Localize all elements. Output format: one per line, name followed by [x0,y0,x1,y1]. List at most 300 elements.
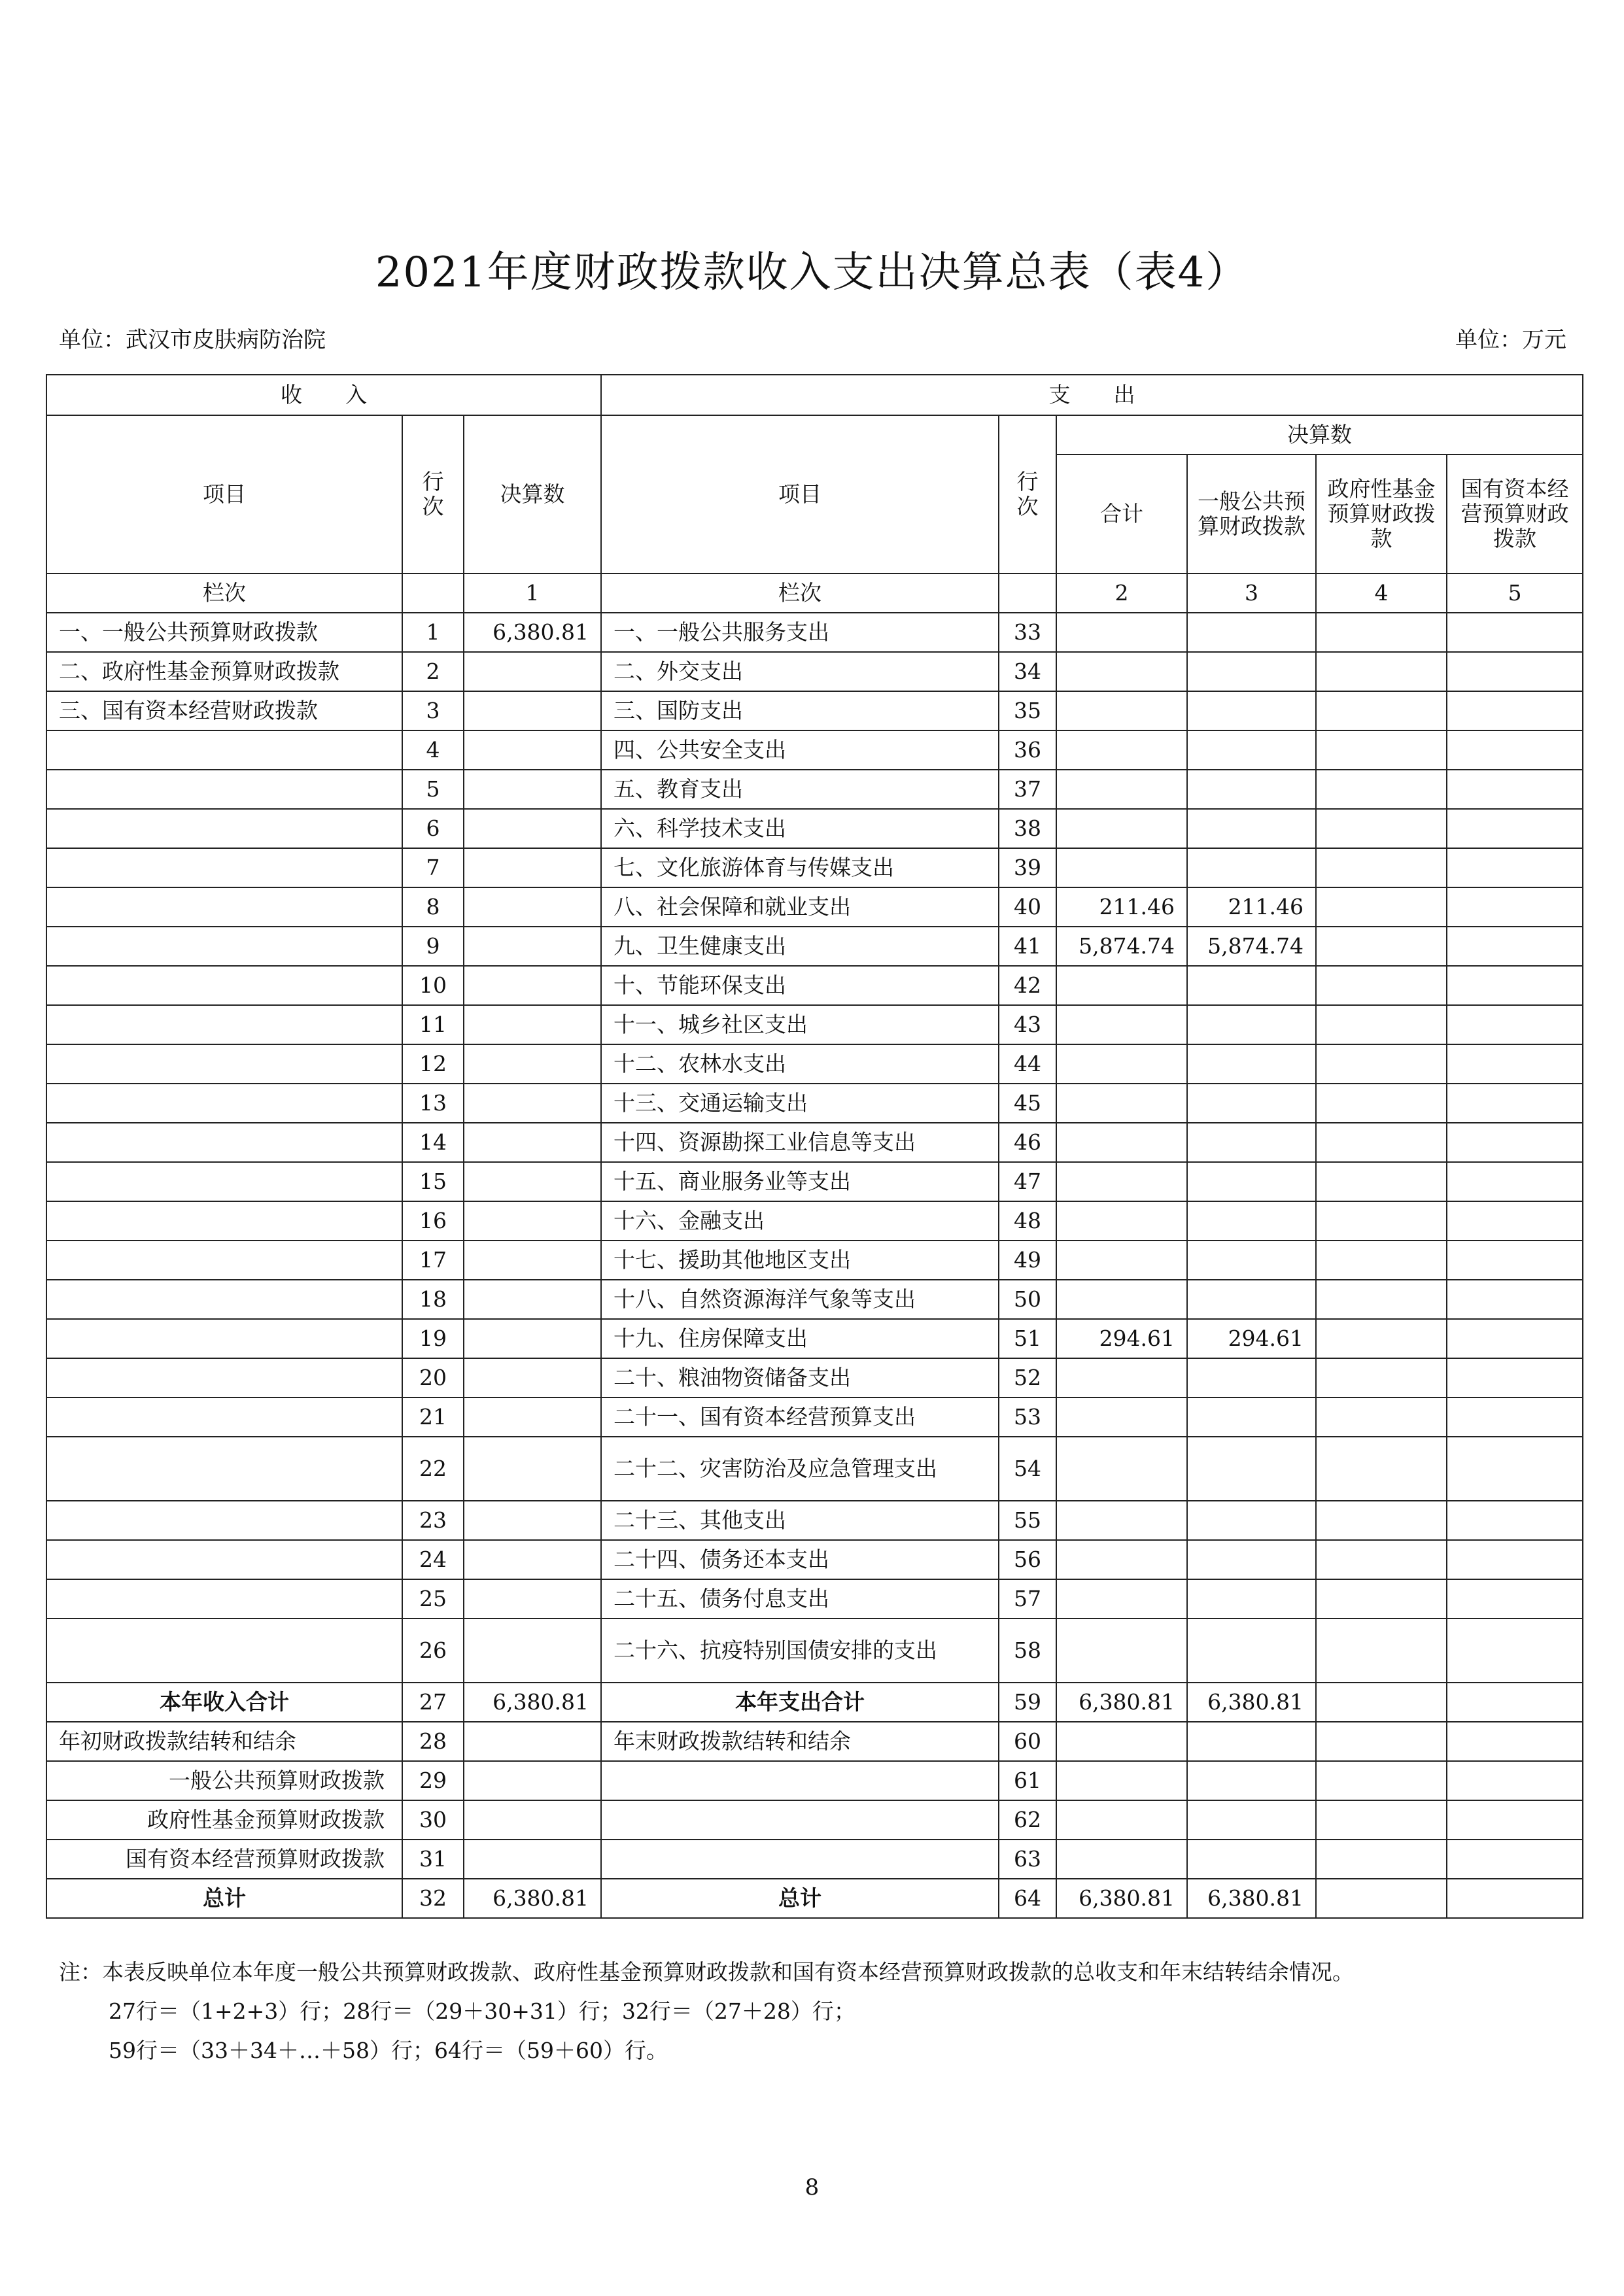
expense-general-public [1187,613,1316,652]
expense-item-header: 项目 [601,415,999,574]
income-amount [464,770,601,809]
income-row-no: 21 [402,1397,464,1437]
expense-total: 294.61 [1056,1319,1187,1358]
expense-item: 十五、商业服务业等支出 [601,1162,999,1201]
table-row [46,1280,1583,1319]
table-row [46,1241,1583,1280]
expense-total [1056,1579,1187,1619]
income-row-no: 6 [402,809,464,848]
income-amount [464,1579,601,1619]
expense-total [1056,1123,1187,1162]
expense-item: 十三、交通运输支出 [601,1084,999,1123]
expense-gov-fund [1316,1683,1447,1722]
expense-general-public [1187,1501,1316,1540]
expense-general-public [1187,1722,1316,1761]
income-amount [464,1123,601,1162]
expense-item: 总计 [601,1879,999,1918]
expense-gov-fund [1316,809,1447,848]
income-amount [464,1540,601,1579]
expense-item: 十一、城乡社区支出 [601,1005,999,1044]
expense-row-no: 61 [999,1761,1056,1800]
income-item: 国有资本经营预算财政拨款 [46,1840,402,1879]
expense-general-public [1187,848,1316,887]
expense-gov-fund [1316,691,1447,730]
income-item [46,770,402,809]
expense-item: 六、科学技术支出 [601,809,999,848]
expense-state-capital [1447,1044,1583,1084]
note-line-1: 注：本表反映单位本年度一般公共预算财政拨款、政府性基金预算财政拨款和国有资本经营预算财政拨款的总收支和年末结转结余情况。 [59,1959,1354,1985]
expense-item: 二十、粮油物资储备支出 [601,1358,999,1397]
expense-state-capital [1447,770,1583,809]
expense-item: 十九、住房保障支出 [601,1319,999,1358]
currency-unit: 单位：万元 [1455,327,1566,353]
income-row-no: 30 [402,1800,464,1840]
expense-item: 二十二、灾害防治及应急管理支出 [601,1437,999,1501]
note-line-3: 59行＝（33＋34＋…＋58）行；64行＝（59＋60）行。 [109,2038,668,2063]
expense-general-public [1187,770,1316,809]
income-row-no: 27 [402,1683,464,1722]
expense-general-public [1187,1397,1316,1437]
expense-state-capital [1447,1437,1583,1501]
expense-row-no: 48 [999,1201,1056,1241]
table-row [46,652,1583,691]
state-capital-column-header: 国有资本经营预算财政拨款 [1447,454,1583,574]
expense-general-public [1187,652,1316,691]
expense-row-no: 58 [999,1619,1056,1683]
expense-row-no: 55 [999,1501,1056,1540]
income-item [46,730,402,770]
income-amount: 6,380.81 [464,613,601,652]
income-item: 本年收入合计 [46,1683,402,1722]
expense-gov-fund [1316,1437,1447,1501]
income-item: 总计 [46,1879,402,1918]
expense-gov-fund [1316,1800,1447,1840]
expense-item: 二十四、债务还本支出 [601,1540,999,1579]
income-item [46,1619,402,1683]
income-amount [464,1761,601,1800]
income-item [46,1005,402,1044]
expense-item: 本年支出合计 [601,1683,999,1722]
expense-state-capital [1447,1840,1583,1879]
expense-row-no: 56 [999,1540,1056,1579]
expense-gov-fund [1316,966,1447,1005]
income-item [46,887,402,927]
expense-state-capital [1447,1579,1583,1619]
expense-gov-fund [1316,1201,1447,1241]
expense-row-no: 49 [999,1241,1056,1280]
expense-row-no: 50 [999,1280,1056,1319]
income-item [46,1579,402,1619]
expense-total [1056,966,1187,1005]
expense-gov-fund [1316,1879,1447,1918]
expense-total: 6,380.81 [1056,1879,1187,1918]
expense-amount-header: 决算数 [1056,415,1583,454]
income-item [46,1123,402,1162]
income-row-no: 3 [402,691,464,730]
income-row-no: 5 [402,770,464,809]
expense-row-no: 64 [999,1879,1056,1918]
expense-general-public: 294.61 [1187,1319,1316,1358]
expense-general-public [1187,1619,1316,1683]
expense-row-no: 47 [999,1162,1056,1201]
expense-item: 十四、资源勘探工业信息等支出 [601,1123,999,1162]
expense-total [1056,1800,1187,1840]
expense-row-no: 34 [999,652,1056,691]
expense-state-capital [1447,1540,1583,1579]
expense-state-capital [1447,966,1583,1005]
income-amount [464,1005,601,1044]
expense-general-public [1187,691,1316,730]
column-no-blank [402,574,464,613]
income-row-no: 16 [402,1201,464,1241]
expense-state-capital [1447,848,1583,887]
expense-general-public [1187,1437,1316,1501]
expense-state-capital [1447,652,1583,691]
expense-general-public [1187,730,1316,770]
expense-total [1056,613,1187,652]
income-item [46,1084,402,1123]
expense-gov-fund [1316,1722,1447,1761]
expense-row-no: 62 [999,1800,1056,1840]
expense-total [1056,1722,1187,1761]
income-amount-header: 决算数 [464,415,601,574]
income-item [46,1501,402,1540]
income-row-no: 31 [402,1840,464,1879]
expense-row-no: 54 [999,1437,1056,1501]
table-row [46,1761,1583,1800]
income-item [46,1319,402,1358]
income-amount [464,1397,601,1437]
gov-fund-column-header: 政府性基金预算财政拨款 [1316,454,1447,574]
expense-total: 5,874.74 [1056,927,1187,966]
expense-row-no: 45 [999,1084,1056,1123]
income-amount [464,652,601,691]
expense-general-public [1187,1540,1316,1579]
expense-item: 八、社会保障和就业支出 [601,887,999,927]
expense-general-public [1187,1005,1316,1044]
expense-row-no: 53 [999,1397,1056,1437]
expense-general-public [1187,1840,1316,1879]
expense-state-capital [1447,1501,1583,1540]
income-item [46,809,402,848]
expense-item: 三、国防支出 [601,691,999,730]
income-row-no: 17 [402,1241,464,1280]
table-row [46,1722,1583,1761]
expense-general-public: 211.46 [1187,887,1316,927]
table-row [46,1162,1583,1201]
table-row [46,809,1583,848]
table-row [46,1084,1583,1123]
expense-item: 十六、金融支出 [601,1201,999,1241]
income-row-no: 22 [402,1437,464,1501]
income-row-no-header: 行次 [402,415,464,574]
expense-general-public [1187,809,1316,848]
expense-state-capital [1447,887,1583,927]
expense-gov-fund [1316,1761,1447,1800]
expense-gov-fund [1316,1005,1447,1044]
income-amount [464,1319,601,1358]
income-item [46,848,402,887]
income-amount [464,887,601,927]
table-row [46,1201,1583,1241]
expense-gov-fund [1316,1540,1447,1579]
income-amount [464,1722,601,1761]
column-no-blank [999,574,1056,613]
expense-total [1056,1084,1187,1123]
expense-state-capital [1447,1280,1583,1319]
income-item [46,1540,402,1579]
expense-gov-fund [1316,1241,1447,1280]
table-row [46,1397,1583,1437]
expense-row-no: 39 [999,848,1056,887]
expense-state-capital [1447,730,1583,770]
column-no-2: 2 [1056,574,1187,613]
income-amount [464,848,601,887]
income-row-no: 7 [402,848,464,887]
expense-row-no: 40 [999,887,1056,927]
income-amount [464,1437,601,1501]
expense-state-capital [1447,1162,1583,1201]
expense-total [1056,1280,1187,1319]
income-item: 二、政府性基金预算财政拨款 [46,652,402,691]
column-no-label: 栏次 [46,574,402,613]
expense-total [1056,1044,1187,1084]
expense-row-no: 44 [999,1044,1056,1084]
expense-state-capital [1447,927,1583,966]
income-row-no: 12 [402,1044,464,1084]
expense-state-capital [1447,1683,1583,1722]
page-title: 2021年度财政拨款收入支出决算总表（表4） [375,248,1249,297]
income-amount [464,1619,601,1683]
table-row [46,1005,1583,1044]
expense-total [1056,770,1187,809]
page-number: 8 [804,2174,820,2201]
expense-row-no-header: 行次 [999,415,1056,574]
expense-general-public [1187,1800,1316,1840]
table-row [46,613,1583,652]
income-row-no: 9 [402,927,464,966]
income-amount [464,1280,601,1319]
expense-item: 二十一、国有资本经营预算支出 [601,1397,999,1437]
income-item: 三、国有资本经营财政拨款 [46,691,402,730]
income-header: 收 入 [46,375,601,415]
expense-header: 支 出 [601,375,1583,415]
expense-item: 二、外交支出 [601,652,999,691]
income-row-no: 29 [402,1761,464,1800]
expense-row-no: 43 [999,1005,1056,1044]
expense-gov-fund [1316,927,1447,966]
income-row-no: 15 [402,1162,464,1201]
income-amount [464,927,601,966]
column-no-3: 3 [1187,574,1316,613]
income-row-no: 10 [402,966,464,1005]
income-amount: 6,380.81 [464,1683,601,1722]
income-row-no: 20 [402,1358,464,1397]
expense-general-public [1187,966,1316,1005]
expense-total: 6,380.81 [1056,1683,1187,1722]
expense-item: 二十三、其他支出 [601,1501,999,1540]
expense-row-no: 42 [999,966,1056,1005]
expense-item: 十、节能环保支出 [601,966,999,1005]
income-row-no: 2 [402,652,464,691]
table-row [46,1579,1583,1619]
income-row-no: 25 [402,1579,464,1619]
expense-gov-fund [1316,1162,1447,1201]
income-item [46,1201,402,1241]
note-line-2: 27行＝（1+2+3）行；28行＝（29＋30+31）行；32行＝（27＋28）行； [109,1998,855,2024]
expense-general-public [1187,1084,1316,1123]
income-row-no: 1 [402,613,464,652]
table-row [46,770,1583,809]
expense-row-no: 57 [999,1579,1056,1619]
expense-row-no: 59 [999,1683,1056,1722]
income-row-no: 23 [402,1501,464,1540]
expense-gov-fund [1316,1358,1447,1397]
income-row-no: 19 [402,1319,464,1358]
expense-general-public [1187,1162,1316,1201]
expense-general-public [1187,1123,1316,1162]
general-public-column-header: 一般公共预算财政拨款 [1187,454,1316,574]
expense-total [1056,1162,1187,1201]
table-row [46,887,1583,927]
income-amount [464,1800,601,1840]
expense-total [1056,1761,1187,1800]
table-row [46,1358,1583,1397]
table-row [46,1683,1583,1722]
expense-state-capital [1447,809,1583,848]
unit-name: 单位：武汉市皮肤病防治院 [59,327,326,353]
expense-item: 二十六、抗疫特别国债安排的支出 [601,1619,999,1683]
expense-row-no: 63 [999,1840,1056,1879]
expense-total [1056,1437,1187,1501]
expense-gov-fund [1316,770,1447,809]
expense-gov-fund [1316,613,1447,652]
expense-gov-fund [1316,1840,1447,1879]
expense-total [1056,1840,1187,1879]
expense-state-capital [1447,1619,1583,1683]
expense-item: 九、卫生健康支出 [601,927,999,966]
expense-gov-fund [1316,1280,1447,1319]
expense-general-public [1187,1761,1316,1800]
income-amount [464,1201,601,1241]
expense-row-no: 36 [999,730,1056,770]
expense-general-public [1187,1201,1316,1241]
income-amount [464,1358,601,1397]
expense-gov-fund [1316,1084,1447,1123]
expense-total [1056,730,1187,770]
expense-total: 211.46 [1056,887,1187,927]
expense-state-capital [1447,1358,1583,1397]
table-row [46,730,1583,770]
expense-total [1056,809,1187,848]
expense-row-no: 41 [999,927,1056,966]
income-amount: 6,380.81 [464,1879,601,1918]
income-item: 政府性基金预算财政拨款 [46,1800,402,1840]
expense-state-capital [1447,1123,1583,1162]
expense-total [1056,1540,1187,1579]
income-amount [464,1840,601,1879]
income-amount [464,966,601,1005]
income-item: 年初财政拨款结转和结余 [46,1722,402,1761]
expense-state-capital [1447,1201,1583,1241]
income-item [46,1044,402,1084]
expense-item: 二十五、债务付息支出 [601,1579,999,1619]
income-amount [464,1501,601,1540]
expense-total [1056,1201,1187,1241]
expense-state-capital [1447,613,1583,652]
income-row-no: 11 [402,1005,464,1044]
expense-state-capital [1447,1879,1583,1918]
expense-state-capital [1447,1722,1583,1761]
expense-general-public [1187,1358,1316,1397]
income-row-no: 26 [402,1619,464,1683]
expense-gov-fund [1316,1319,1447,1358]
income-item [46,966,402,1005]
expense-total [1056,1358,1187,1397]
income-row-no: 13 [402,1084,464,1123]
expense-general-public [1187,1241,1316,1280]
expense-state-capital [1447,1084,1583,1123]
income-amount [464,730,601,770]
income-item [46,1358,402,1397]
expense-item [601,1761,999,1800]
expense-gov-fund [1316,1397,1447,1437]
expense-row-no: 38 [999,809,1056,848]
expense-total [1056,1005,1187,1044]
table-row [46,1123,1583,1162]
table-row [46,1800,1583,1840]
income-amount [464,1044,601,1084]
income-item [46,1241,402,1280]
expense-item: 十八、自然资源海洋气象等支出 [601,1280,999,1319]
expense-state-capital [1447,1005,1583,1044]
column-no-4: 4 [1316,574,1447,613]
expense-row-no: 35 [999,691,1056,730]
expense-item: 年末财政拨款结转和结余 [601,1722,999,1761]
column-no-5: 5 [1447,574,1583,613]
final-accounts-table [46,374,1583,1919]
income-row-no: 8 [402,887,464,927]
table-row [46,1879,1583,1918]
income-row-no: 24 [402,1540,464,1579]
table-row [46,691,1583,730]
expense-row-no: 60 [999,1722,1056,1761]
income-row-no: 32 [402,1879,464,1918]
expense-total [1056,652,1187,691]
income-item-header: 项目 [46,415,402,574]
column-no-1: 1 [464,574,601,613]
expense-general-public: 6,380.81 [1187,1683,1316,1722]
income-row-no: 28 [402,1722,464,1761]
income-row-no: 4 [402,730,464,770]
expense-state-capital [1447,1761,1583,1800]
table-row [46,966,1583,1005]
expense-general-public: 5,874.74 [1187,927,1316,966]
expense-total [1056,1241,1187,1280]
expense-item: 十二、农林水支出 [601,1044,999,1084]
expense-gov-fund [1316,1579,1447,1619]
income-item [46,1162,402,1201]
expense-gov-fund [1316,887,1447,927]
expense-total [1056,848,1187,887]
table-row [46,1044,1583,1084]
column-no-label: 栏次 [601,574,999,613]
table-row [46,1437,1583,1501]
expense-item: 四、公共安全支出 [601,730,999,770]
income-row-no: 14 [402,1123,464,1162]
expense-gov-fund [1316,652,1447,691]
table-row [46,1540,1583,1579]
